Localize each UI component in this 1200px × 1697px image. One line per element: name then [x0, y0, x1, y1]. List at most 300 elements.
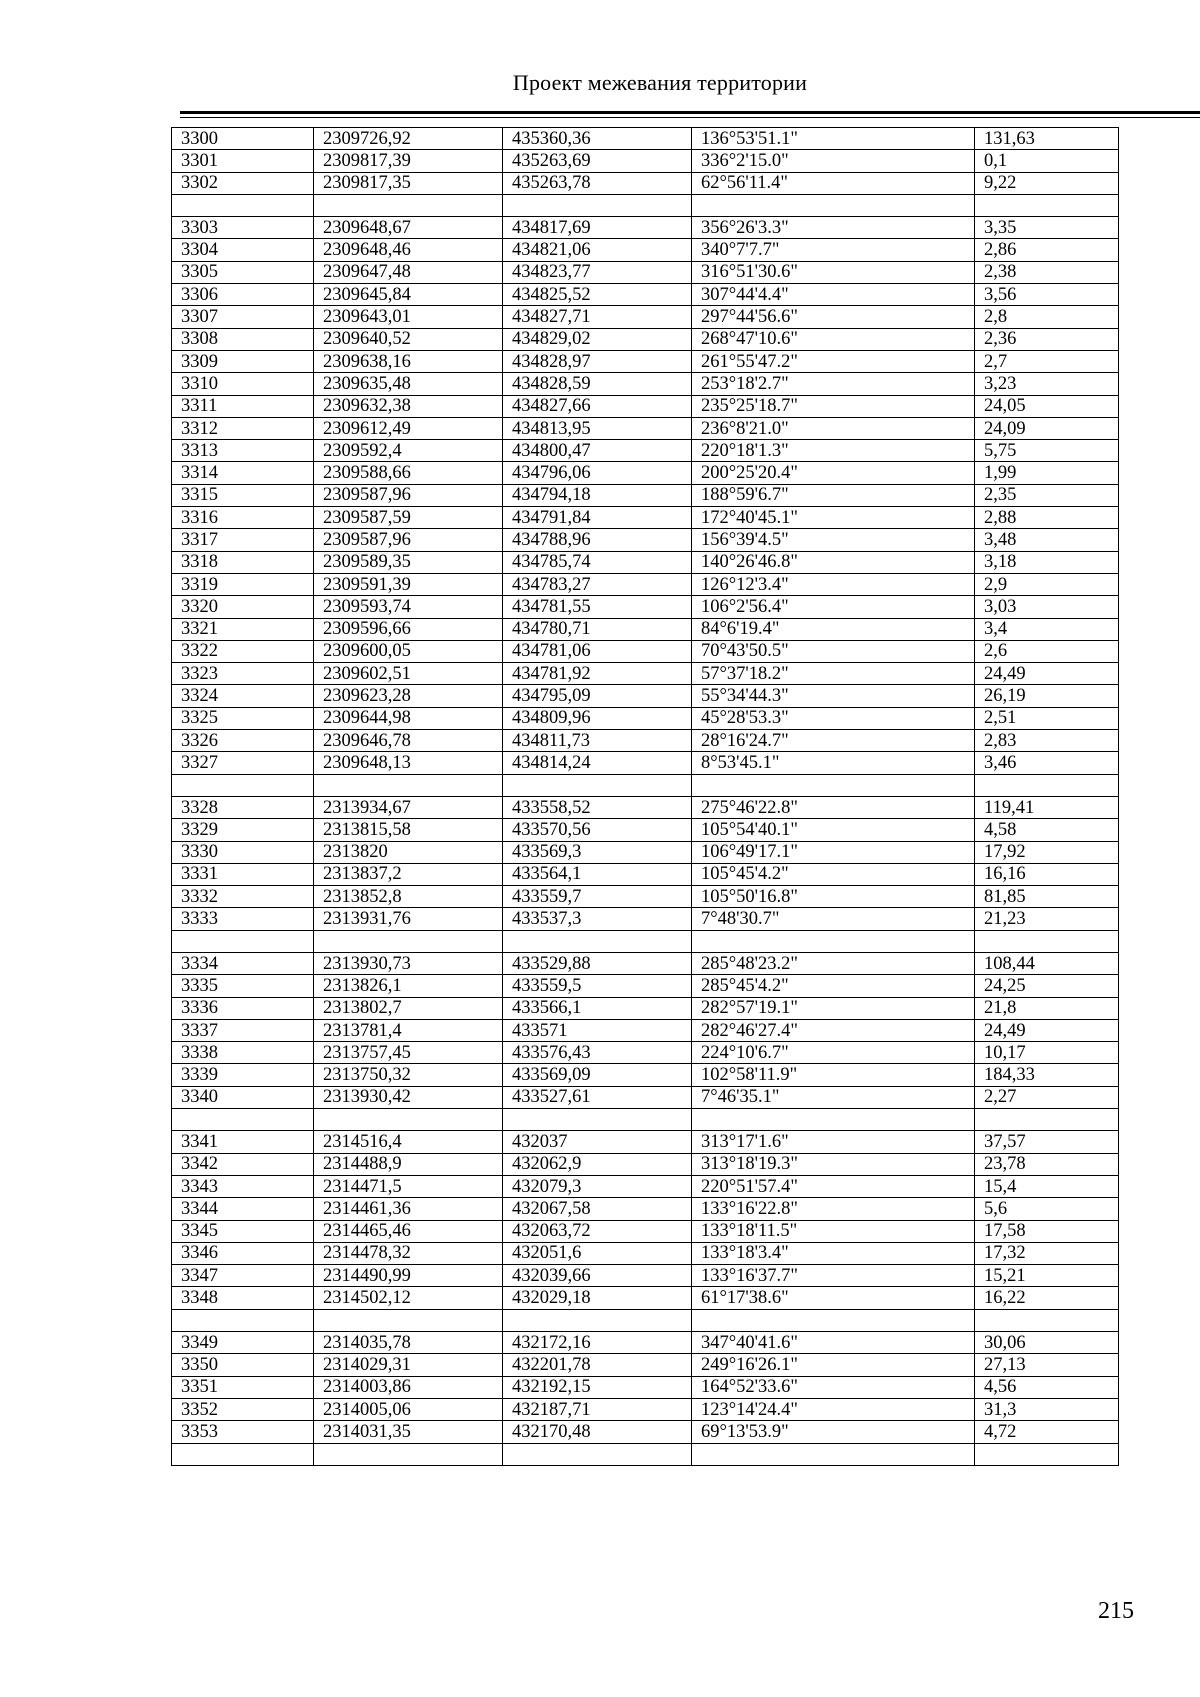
distance-cell: 16,22: [975, 1287, 1119, 1309]
direction-angle-cell: 307°44'4.4": [692, 284, 975, 306]
point-number-cell: 3348: [172, 1287, 314, 1309]
distance-cell: 31,3: [975, 1398, 1119, 1420]
direction-angle-cell: 188°59'6.7": [692, 484, 975, 506]
distance-cell: 4,58: [975, 819, 1119, 841]
y-coordinate-cell: 434794,18: [503, 484, 692, 506]
x-coordinate-cell: 2309726,92: [314, 128, 503, 150]
y-coordinate-cell: 434823,77: [503, 261, 692, 283]
y-coordinate-cell: 434781,06: [503, 640, 692, 662]
table-separator-row: [172, 1443, 1119, 1465]
point-number-cell: 3323: [172, 663, 314, 685]
point-number-cell: 3328: [172, 796, 314, 818]
page-number: 215: [1098, 1598, 1134, 1624]
distance-cell: 37,57: [975, 1131, 1119, 1153]
distance-cell: 81,85: [975, 886, 1119, 908]
point-number-cell: 3331: [172, 863, 314, 885]
direction-angle-cell: 156°39'4.5": [692, 529, 975, 551]
table-row: [172, 663, 1119, 685]
table-separator-row: [172, 194, 1119, 216]
table-row: [172, 997, 1119, 1019]
point-number-cell: 3353: [172, 1421, 314, 1443]
y-coordinate-cell: 434828,59: [503, 373, 692, 395]
direction-angle-cell: [692, 1109, 975, 1131]
table-row: [172, 440, 1119, 462]
x-coordinate-cell: 2309643,01: [314, 306, 503, 328]
table-row: [172, 841, 1119, 863]
x-coordinate-cell: 2309645,84: [314, 284, 503, 306]
direction-angle-cell: 285°45'4.2": [692, 975, 975, 997]
coordinates-table: [171, 127, 1119, 1466]
x-coordinate-cell: 2309592,4: [314, 440, 503, 462]
point-number-cell: 3336: [172, 997, 314, 1019]
point-number-cell: 3339: [172, 1064, 314, 1086]
table-row: [172, 1421, 1119, 1443]
table-row: [172, 819, 1119, 841]
x-coordinate-cell: 2309648,67: [314, 217, 503, 239]
point-number-cell: 3338: [172, 1042, 314, 1064]
table-row: [172, 640, 1119, 662]
table-row: [172, 730, 1119, 752]
x-coordinate-cell: 2314516,4: [314, 1131, 503, 1153]
x-coordinate-cell: 2309587,96: [314, 529, 503, 551]
x-coordinate-cell: 2313934,67: [314, 796, 503, 818]
table-row: [172, 952, 1119, 974]
point-number-cell: 3300: [172, 128, 314, 150]
point-number-cell: 3326: [172, 730, 314, 752]
table-row: [172, 1086, 1119, 1108]
table-row: [172, 350, 1119, 372]
x-coordinate-cell: 2314003,86: [314, 1376, 503, 1398]
table-row: [172, 306, 1119, 328]
table-row: [172, 239, 1119, 261]
y-coordinate-cell: [503, 1109, 692, 1131]
point-number-cell: 3329: [172, 819, 314, 841]
y-coordinate-cell: 434796,06: [503, 462, 692, 484]
distance-cell: [975, 1309, 1119, 1331]
table-row: [172, 1198, 1119, 1220]
point-number-cell: [172, 1109, 314, 1131]
distance-cell: 2,36: [975, 328, 1119, 350]
distance-cell: 10,17: [975, 1042, 1119, 1064]
distance-cell: 2,27: [975, 1086, 1119, 1108]
y-coordinate-cell: 432039,66: [503, 1265, 692, 1287]
point-number-cell: 3350: [172, 1354, 314, 1376]
distance-cell: 17,58: [975, 1220, 1119, 1242]
direction-angle-cell: [692, 774, 975, 796]
table-row: [172, 908, 1119, 930]
distance-cell: 2,9: [975, 573, 1119, 595]
direction-angle-cell: 356°26'3.3": [692, 217, 975, 239]
x-coordinate-cell: 2314502,12: [314, 1287, 503, 1309]
x-coordinate-cell: 2314490,99: [314, 1265, 503, 1287]
x-coordinate-cell: 2309593,74: [314, 596, 503, 618]
point-number-cell: 3311: [172, 395, 314, 417]
direction-angle-cell: 172°40'45.1": [692, 507, 975, 529]
x-coordinate-cell: 2309648,46: [314, 239, 503, 261]
y-coordinate-cell: 434800,47: [503, 440, 692, 462]
x-coordinate-cell: 2313930,42: [314, 1086, 503, 1108]
distance-cell: 2,51: [975, 707, 1119, 729]
point-number-cell: 3352: [172, 1398, 314, 1420]
direction-angle-cell: 224°10'6.7": [692, 1042, 975, 1064]
point-number-cell: 3351: [172, 1376, 314, 1398]
y-coordinate-cell: 433558,52: [503, 796, 692, 818]
table-row: [172, 685, 1119, 707]
y-coordinate-cell: 434813,95: [503, 417, 692, 439]
point-number-cell: 3313: [172, 440, 314, 462]
table-row: [172, 1265, 1119, 1287]
point-number-cell: 3308: [172, 328, 314, 350]
distance-cell: 3,18: [975, 551, 1119, 573]
distance-cell: 3,56: [975, 284, 1119, 306]
direction-angle-cell: 285°48'23.2": [692, 952, 975, 974]
distance-cell: 3,35: [975, 217, 1119, 239]
y-coordinate-cell: 433527,61: [503, 1086, 692, 1108]
direction-angle-cell: [692, 1309, 975, 1331]
point-number-cell: 3310: [172, 373, 314, 395]
direction-angle-cell: 70°43'50.5": [692, 640, 975, 662]
direction-angle-cell: 316°51'30.6": [692, 261, 975, 283]
y-coordinate-cell: 434825,52: [503, 284, 692, 306]
distance-cell: 16,16: [975, 863, 1119, 885]
distance-cell: 184,33: [975, 1064, 1119, 1086]
x-coordinate-cell: 2314029,31: [314, 1354, 503, 1376]
y-coordinate-cell: 435263,78: [503, 172, 692, 194]
x-coordinate-cell: 2314005,06: [314, 1398, 503, 1420]
x-coordinate-cell: 2309817,35: [314, 172, 503, 194]
y-coordinate-cell: 433559,5: [503, 975, 692, 997]
direction-angle-cell: 282°46'27.4": [692, 1019, 975, 1041]
direction-angle-cell: 62°56'11.4": [692, 172, 975, 194]
direction-angle-cell: 105°50'16.8": [692, 886, 975, 908]
x-coordinate-cell: 2313781,4: [314, 1019, 503, 1041]
direction-angle-cell: 84°6'19.4": [692, 618, 975, 640]
point-number-cell: 3319: [172, 573, 314, 595]
distance-cell: 4,72: [975, 1421, 1119, 1443]
table-row: [172, 573, 1119, 595]
x-coordinate-cell: 2309588,66: [314, 462, 503, 484]
y-coordinate-cell: 432079,3: [503, 1175, 692, 1197]
y-coordinate-cell: 434817,69: [503, 217, 692, 239]
point-number-cell: [172, 1309, 314, 1331]
point-number-cell: 3345: [172, 1220, 314, 1242]
header-rule-thick: [180, 111, 1200, 114]
y-coordinate-cell: 433570,56: [503, 819, 692, 841]
x-coordinate-cell: 2314488,9: [314, 1153, 503, 1175]
table-row: [172, 417, 1119, 439]
table-row: [172, 1398, 1119, 1420]
table-row: [172, 886, 1119, 908]
table-row: [172, 1175, 1119, 1197]
table-row: [172, 863, 1119, 885]
y-coordinate-cell: 433559,7: [503, 886, 692, 908]
distance-cell: 108,44: [975, 952, 1119, 974]
coordinates-table-body: [172, 128, 1119, 1466]
y-coordinate-cell: 432063,72: [503, 1220, 692, 1242]
point-number-cell: 3337: [172, 1019, 314, 1041]
x-coordinate-cell: 2309638,16: [314, 350, 503, 372]
table-row: [172, 373, 1119, 395]
y-coordinate-cell: 434828,97: [503, 350, 692, 372]
x-coordinate-cell: 2314471,5: [314, 1175, 503, 1197]
y-coordinate-cell: 432029,18: [503, 1287, 692, 1309]
x-coordinate-cell: 2309635,48: [314, 373, 503, 395]
point-number-cell: 3320: [172, 596, 314, 618]
direction-angle-cell: 164°52'33.6": [692, 1376, 975, 1398]
y-coordinate-cell: 432187,71: [503, 1398, 692, 1420]
point-number-cell: 3324: [172, 685, 314, 707]
distance-cell: 17,92: [975, 841, 1119, 863]
x-coordinate-cell: 2309817,39: [314, 150, 503, 172]
y-coordinate-cell: [503, 774, 692, 796]
point-number-cell: 3332: [172, 886, 314, 908]
x-coordinate-cell: 2309640,52: [314, 328, 503, 350]
y-coordinate-cell: 432067,58: [503, 1198, 692, 1220]
point-number-cell: 3318: [172, 551, 314, 573]
x-coordinate-cell: 2314478,32: [314, 1242, 503, 1264]
distance-cell: 24,49: [975, 1019, 1119, 1041]
direction-angle-cell: 106°2'56.4": [692, 596, 975, 618]
direction-angle-cell: 268°47'10.6": [692, 328, 975, 350]
point-number-cell: 3312: [172, 417, 314, 439]
y-coordinate-cell: [503, 194, 692, 216]
direction-angle-cell: [692, 1443, 975, 1465]
distance-cell: 15,4: [975, 1175, 1119, 1197]
distance-cell: 24,49: [975, 663, 1119, 685]
distance-cell: 24,25: [975, 975, 1119, 997]
x-coordinate-cell: 2309646,78: [314, 730, 503, 752]
table-row: [172, 1242, 1119, 1264]
table-row: [172, 1220, 1119, 1242]
x-coordinate-cell: 2313852,8: [314, 886, 503, 908]
x-coordinate-cell: 2309589,35: [314, 551, 503, 573]
direction-angle-cell: 249°16'26.1": [692, 1354, 975, 1376]
point-number-cell: 3330: [172, 841, 314, 863]
distance-cell: 3,48: [975, 529, 1119, 551]
direction-angle-cell: 133°18'11.5": [692, 1220, 975, 1242]
x-coordinate-cell: 2313931,76: [314, 908, 503, 930]
distance-cell: 23,78: [975, 1153, 1119, 1175]
table-row: [172, 150, 1119, 172]
point-number-cell: 3315: [172, 484, 314, 506]
point-number-cell: 3333: [172, 908, 314, 930]
point-number-cell: 3307: [172, 306, 314, 328]
distance-cell: 2,6: [975, 640, 1119, 662]
distance-cell: 5,6: [975, 1198, 1119, 1220]
direction-angle-cell: 69°13'53.9": [692, 1421, 975, 1443]
table-row: [172, 796, 1119, 818]
y-coordinate-cell: [503, 930, 692, 952]
x-coordinate-cell: [314, 774, 503, 796]
distance-cell: 4,56: [975, 1376, 1119, 1398]
x-coordinate-cell: 2309623,28: [314, 685, 503, 707]
direction-angle-cell: 297°44'56.6": [692, 306, 975, 328]
x-coordinate-cell: 2313930,73: [314, 952, 503, 974]
table-row: [172, 284, 1119, 306]
table-separator-row: [172, 1109, 1119, 1131]
x-coordinate-cell: 2313837,2: [314, 863, 503, 885]
distance-cell: 30,06: [975, 1332, 1119, 1354]
distance-cell: 2,86: [975, 239, 1119, 261]
y-coordinate-cell: 433576,43: [503, 1042, 692, 1064]
table-row: [172, 1332, 1119, 1354]
table-row: [172, 1376, 1119, 1398]
distance-cell: 24,05: [975, 395, 1119, 417]
y-coordinate-cell: [503, 1443, 692, 1465]
table-row: [172, 462, 1119, 484]
distance-cell: [975, 930, 1119, 952]
x-coordinate-cell: 2309600,05: [314, 640, 503, 662]
table-row: [172, 328, 1119, 350]
distance-cell: 2,83: [975, 730, 1119, 752]
distance-cell: 5,75: [975, 440, 1119, 462]
y-coordinate-cell: 434827,66: [503, 395, 692, 417]
point-number-cell: 3325: [172, 707, 314, 729]
direction-angle-cell: 105°54'40.1": [692, 819, 975, 841]
direction-angle-cell: 220°51'57.4": [692, 1175, 975, 1197]
table-row: [172, 484, 1119, 506]
distance-cell: 3,46: [975, 752, 1119, 774]
x-coordinate-cell: [314, 1109, 503, 1131]
distance-cell: 0,1: [975, 150, 1119, 172]
direction-angle-cell: 347°40'41.6": [692, 1332, 975, 1354]
table-separator-row: [172, 930, 1119, 952]
distance-cell: 2,7: [975, 350, 1119, 372]
direction-angle-cell: 275°46'22.8": [692, 796, 975, 818]
direction-angle-cell: 253°18'2.7": [692, 373, 975, 395]
y-coordinate-cell: 432192,15: [503, 1376, 692, 1398]
distance-cell: [975, 194, 1119, 216]
point-number-cell: 3304: [172, 239, 314, 261]
point-number-cell: 3314: [172, 462, 314, 484]
point-number-cell: 3344: [172, 1198, 314, 1220]
x-coordinate-cell: 2314461,36: [314, 1198, 503, 1220]
point-number-cell: [172, 930, 314, 952]
direction-angle-cell: 133°16'37.7": [692, 1265, 975, 1287]
y-coordinate-cell: 434827,71: [503, 306, 692, 328]
direction-angle-cell: 313°17'1.6": [692, 1131, 975, 1153]
point-number-cell: 3327: [172, 752, 314, 774]
table-row: [172, 128, 1119, 150]
y-coordinate-cell: 434811,73: [503, 730, 692, 752]
y-coordinate-cell: 433537,3: [503, 908, 692, 930]
y-coordinate-cell: 434788,96: [503, 529, 692, 551]
distance-cell: 24,09: [975, 417, 1119, 439]
x-coordinate-cell: 2313826,1: [314, 975, 503, 997]
x-coordinate-cell: 2313750,32: [314, 1064, 503, 1086]
distance-cell: [975, 1109, 1119, 1131]
point-number-cell: 3309: [172, 350, 314, 372]
y-coordinate-cell: 434795,09: [503, 685, 692, 707]
table-row: [172, 1287, 1119, 1309]
table-row: [172, 1042, 1119, 1064]
point-number-cell: 3335: [172, 975, 314, 997]
distance-cell: 2,35: [975, 484, 1119, 506]
x-coordinate-cell: 2309644,98: [314, 707, 503, 729]
y-coordinate-cell: 433571: [503, 1019, 692, 1041]
direction-angle-cell: 133°16'22.8": [692, 1198, 975, 1220]
direction-angle-cell: 235°25'18.7": [692, 395, 975, 417]
direction-angle-cell: [692, 930, 975, 952]
direction-angle-cell: 220°18'1.3": [692, 440, 975, 462]
distance-cell: 2,88: [975, 507, 1119, 529]
y-coordinate-cell: 432037: [503, 1131, 692, 1153]
y-coordinate-cell: 433529,88: [503, 952, 692, 974]
y-coordinate-cell: 433569,3: [503, 841, 692, 863]
y-coordinate-cell: 434814,24: [503, 752, 692, 774]
direction-angle-cell: 261°55'47.2": [692, 350, 975, 372]
direction-angle-cell: 102°58'11.9": [692, 1064, 975, 1086]
direction-angle-cell: 105°45'4.2": [692, 863, 975, 885]
point-number-cell: 3343: [172, 1175, 314, 1197]
distance-cell: 2,8: [975, 306, 1119, 328]
x-coordinate-cell: 2313820: [314, 841, 503, 863]
table-row: [172, 596, 1119, 618]
x-coordinate-cell: 2309632,38: [314, 395, 503, 417]
y-coordinate-cell: 435263,69: [503, 150, 692, 172]
direction-angle-cell: 7°48'30.7": [692, 908, 975, 930]
y-coordinate-cell: 433569,09: [503, 1064, 692, 1086]
table-row: [172, 1354, 1119, 1376]
y-coordinate-cell: 434821,06: [503, 239, 692, 261]
direction-angle-cell: 140°26'46.8": [692, 551, 975, 573]
x-coordinate-cell: 2309602,51: [314, 663, 503, 685]
distance-cell: 26,19: [975, 685, 1119, 707]
table-row: [172, 1131, 1119, 1153]
y-coordinate-cell: 433566,1: [503, 997, 692, 1019]
x-coordinate-cell: 2313815,58: [314, 819, 503, 841]
x-coordinate-cell: [314, 1309, 503, 1331]
x-coordinate-cell: [314, 1443, 503, 1465]
table-row: [172, 1064, 1119, 1086]
y-coordinate-cell: 434791,84: [503, 507, 692, 529]
point-number-cell: 3316: [172, 507, 314, 529]
table-row: [172, 618, 1119, 640]
y-coordinate-cell: 434780,71: [503, 618, 692, 640]
direction-angle-cell: 282°57'19.1": [692, 997, 975, 1019]
point-number-cell: 3303: [172, 217, 314, 239]
header-rule-thin: [180, 117, 1200, 118]
point-number-cell: 3306: [172, 284, 314, 306]
direction-angle-cell: 133°18'3.4": [692, 1242, 975, 1264]
direction-angle-cell: 313°18'19.3": [692, 1153, 975, 1175]
x-coordinate-cell: [314, 930, 503, 952]
distance-cell: [975, 1443, 1119, 1465]
direction-angle-cell: 55°34'44.3": [692, 685, 975, 707]
direction-angle-cell: 106°49'17.1": [692, 841, 975, 863]
point-number-cell: [172, 1443, 314, 1465]
point-number-cell: 3342: [172, 1153, 314, 1175]
point-number-cell: 3340: [172, 1086, 314, 1108]
direction-angle-cell: 7°46'35.1": [692, 1086, 975, 1108]
direction-angle-cell: 45°28'53.3": [692, 707, 975, 729]
y-coordinate-cell: 432172,16: [503, 1332, 692, 1354]
x-coordinate-cell: 2309591,39: [314, 573, 503, 595]
distance-cell: 3,23: [975, 373, 1119, 395]
point-number-cell: 3346: [172, 1242, 314, 1264]
direction-angle-cell: 236°8'21.0": [692, 417, 975, 439]
direction-angle-cell: [692, 194, 975, 216]
page-header-title: Проект межевания территории: [512, 70, 808, 95]
y-coordinate-cell: 434783,27: [503, 573, 692, 595]
point-number-cell: 3305: [172, 261, 314, 283]
y-coordinate-cell: 432051,6: [503, 1242, 692, 1264]
direction-angle-cell: 136°53'51.1": [692, 128, 975, 150]
y-coordinate-cell: [503, 1309, 692, 1331]
table-separator-row: [172, 1309, 1119, 1331]
table-row: [172, 707, 1119, 729]
point-number-cell: 3302: [172, 172, 314, 194]
